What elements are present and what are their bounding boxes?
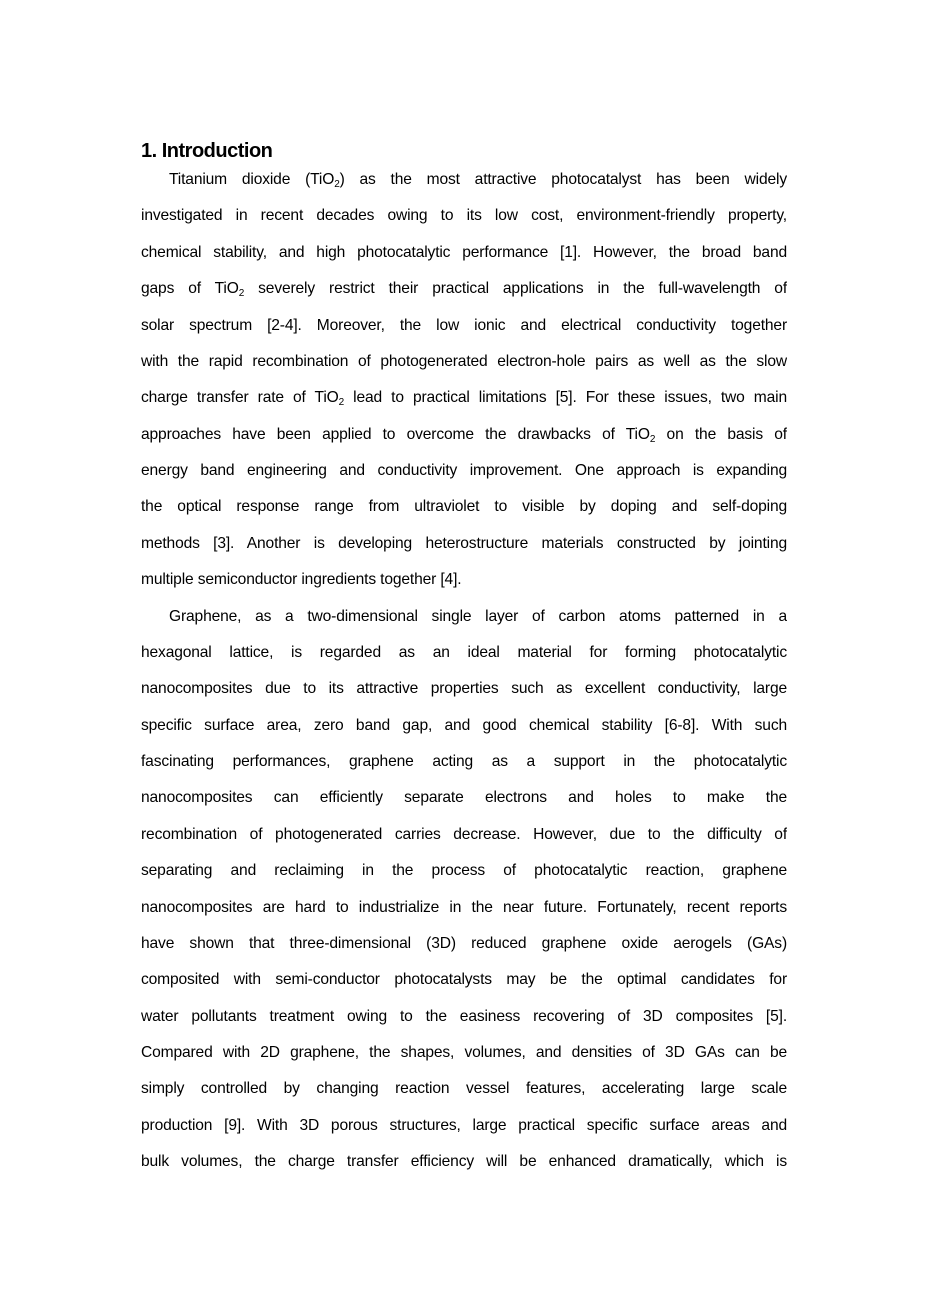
text-line: charge transfer rate of TiO$_2$ lead to practical limitations [5]. For these issues, two main bbox=[141, 389, 787, 409]
text-line: fascinating performances, graphene acting as a support in the photocatalytic bbox=[141, 753, 787, 770]
subscript: 2 bbox=[649, 433, 656, 445]
text-line: energy band engineering and conductivity improvement. One approach is expanding bbox=[141, 462, 787, 479]
text-line: recombination of photogenerated carries decrease. However, due to the difficulty of bbox=[141, 825, 787, 843]
text-line: with the rapid recombination of photogenerated electron-hole pairs as well as the slow bbox=[141, 352, 787, 370]
text-line: nanocomposites can efficiently separate electrons and holes to make the bbox=[141, 789, 787, 807]
text-line: the optical response range from ultraviolet to visible by doping and self-doping bbox=[141, 498, 787, 516]
subscript: 2 bbox=[238, 288, 245, 300]
paragraph bbox=[141, 599, 787, 1181]
text-line: investigated in recent decades owing to its low cost, environment-friendly property, bbox=[141, 207, 787, 225]
text-line: Graphene, as a two-dimensional single layer of carbon atoms patterned in a bbox=[169, 607, 787, 625]
text-line: water pollutants treatment owing to the easiness recovering of 3D composites [5]. bbox=[141, 1007, 787, 1025]
text-line: methods [3]. Another is developing heterostructure materials constructed by jointing bbox=[141, 534, 787, 552]
subscript: 2 bbox=[338, 397, 345, 409]
text-line: solar spectrum [2-4]. Moreover, the low ionic and electrical conductivity together bbox=[141, 316, 787, 334]
text-line: composited with semi-conductor photocatalysts may be the optimal candidates for bbox=[141, 971, 787, 989]
body-text bbox=[141, 162, 787, 1181]
paragraph bbox=[141, 162, 787, 599]
text-line: Compared with 2D graphene, the shapes, volumes, and densities of 3D GAs can be bbox=[141, 1044, 787, 1061]
section-heading: 1. Introduction bbox=[141, 140, 273, 163]
text-line: production [9]. With 3D porous structures, large practical specific surface areas and bbox=[141, 1116, 787, 1134]
text-line: separating and reclaiming in the process of photocatalytic reaction, graphene bbox=[141, 862, 787, 880]
text-line: bulk volumes, the charge transfer efficiency will be enhanced dramatically, which is bbox=[141, 1153, 787, 1171]
text-line: approaches have been applied to overcome the drawbacks of TiO$_2$ on the basis of bbox=[141, 425, 787, 445]
text-line: simply controlled by changing reaction vessel features, accelerating large scale bbox=[141, 1080, 787, 1098]
text-line: nanocomposites due to its attractive properties such as excellent conductivity, large bbox=[141, 680, 787, 698]
subscript: 2 bbox=[334, 179, 340, 190]
text-line: nanocomposites are hard to industrialize in the near future. Fortunately, recent reports bbox=[141, 898, 787, 916]
text-line: specific surface area, zero band gap, and good chemical stability [6-8]. With such bbox=[141, 716, 787, 734]
text-line: hexagonal lattice, is regarded as an ideal material for forming photocatalytic bbox=[141, 643, 787, 661]
text-line: Titanium dioxide (TiO$_2$) as the most attractive photocatalyst has been widely bbox=[169, 171, 787, 190]
text-line: have shown that three-dimensional (3D) reduced graphene oxide aerogels (GAs) bbox=[141, 934, 787, 952]
text-line: chemical stability, and high photocatalytic performance [1]. However, the broad band bbox=[141, 243, 787, 261]
text-line: multiple semiconductor ingredients together [4]. bbox=[141, 571, 462, 589]
text-line: gaps of TiO$_2$ severely restrict their practical applications in the full-wavelength of bbox=[141, 280, 787, 300]
